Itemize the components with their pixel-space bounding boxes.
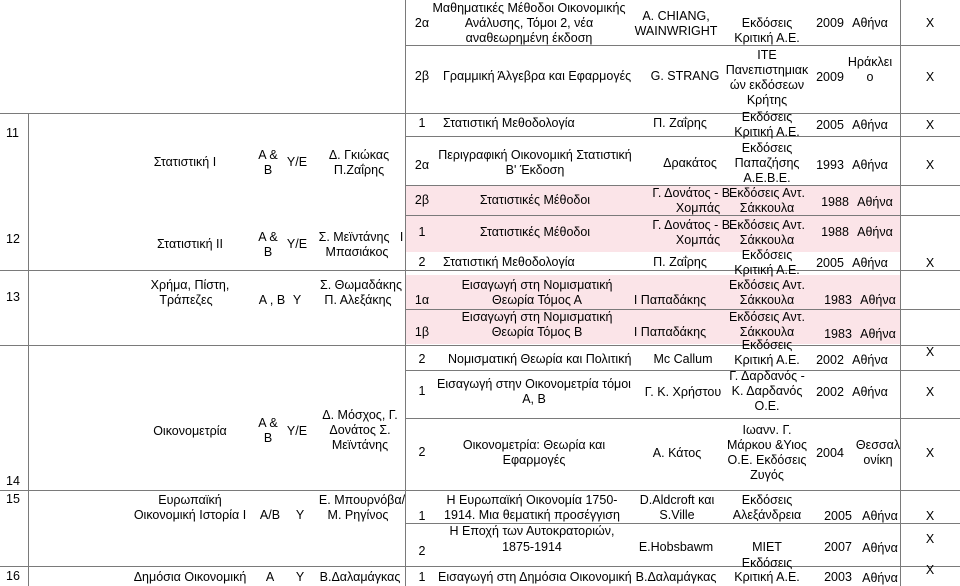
book-title: 1875-1914 [502,540,562,554]
book-publisher: Α.Ε.Β.Ε. [743,171,791,185]
book-mark: X [925,532,935,546]
book-author: E.Hobsbawm [638,540,714,554]
grid-line [405,370,960,371]
grid-line [0,345,960,346]
book-title: Εισαγωγή στη Δημόσια Οικονομική [438,570,632,584]
book-title: Θεωρία Τόμος Α [492,293,582,307]
book-part: 1 [418,384,426,398]
book-publisher: Κ. Δαρδανός [731,384,803,398]
grid-line [0,566,960,567]
grid-line [405,136,960,137]
book-publisher: Σάκκουλα [739,325,795,339]
row-number: 14 [6,474,20,488]
book-title: αναθεωρημένη έκδοση [465,31,593,45]
book-author: Ι Παπαδάκης [633,325,707,339]
book-author: Α. Κάτος [652,446,702,460]
book-year: 2007 [824,540,852,554]
book-author: Mc Callum [653,352,713,366]
grid-line [900,0,901,586]
book-author: Γ. Κ. Χρήστου [644,385,722,399]
book-publisher: Κριτική Α.Ε. [734,263,800,277]
book-year: 1993 [816,158,844,172]
book-publisher: Εκδόσεις [741,16,793,30]
course-instructor: Π.Ζαΐρης [333,163,385,177]
book-year: 2003 [824,570,852,584]
book-publisher: Σάκκουλα [739,293,795,307]
book-part: 2α [414,16,430,30]
book-city: Αθήνα [852,353,888,367]
book-mark: X [925,158,935,172]
course-semester: Β [263,431,273,445]
course-instructor: Π. Αλεξάκης [324,293,392,307]
book-part: 2β [414,193,430,207]
book-year: 2009 [816,16,844,30]
book-title: Περιγραφική Οικονομική Στατιστική [438,148,632,162]
book-mark: X [925,16,935,30]
book-publisher: ΙΤΕ [757,48,777,62]
book-publisher: Εκδόσεις Αντ. [729,218,805,232]
book-mark: X [925,385,935,399]
book-author: Π. Ζαΐρης [653,116,707,130]
book-publisher: Εκδόσεις Αντ. [729,186,805,200]
book-publisher: Κρήτης [746,93,788,107]
book-publisher: Σάκκουλα [739,233,795,247]
course-type: Υ/Ε [286,424,308,438]
book-part: 2 [418,445,426,459]
book-title: Οικονομετρία: Θεωρία και [462,438,606,452]
row-number: 11 [6,126,19,140]
book-publisher: Κριτική Α.Ε. [734,353,800,367]
book-part: 1α [414,293,430,307]
book-year: 2002 [816,385,844,399]
book-publisher: Εκδόσεις [741,493,793,507]
course-instructor: Σ. Θωμαδάκης [320,278,402,292]
grid-line [0,113,960,114]
course-type: Υ/Ε [286,155,308,169]
course-name: Δημόσια Οικονομική [133,570,247,584]
book-city: Αθήνα [862,571,898,585]
book-year: 2005 [824,509,852,523]
book-publisher: Εκδόσεις [741,141,793,155]
book-publisher: ΜΙΕΤ [752,540,782,554]
book-title: Εισαγωγή στη Νομισματική [461,278,613,292]
course-type: Υ/Ε [286,237,308,251]
book-author: Χομπάς [675,201,721,215]
book-city: Αθήνα [862,509,898,523]
course-semester: Α & [258,416,278,430]
book-author: A. CHIANG, [642,9,710,23]
book-city: Αθήνα [857,225,893,239]
book-publisher: Κριτική Α.Ε. [734,125,800,139]
grid-line [405,0,406,586]
grid-line [28,113,29,586]
book-title: Ανάλυσης, Τόμοι 2, νέα [464,16,594,30]
book-city: Αθήνα [860,327,896,341]
book-author: Γ. Δονάτος - Β. [652,218,734,232]
book-year: 2002 [816,353,844,367]
book-title: Μαθηματικές Μέθοδοι Οικονομικής [432,1,626,15]
course-type: Υ [292,293,302,307]
book-publisher: Γ. Δαρδανός - [729,369,805,383]
book-city: ο [866,70,874,84]
book-city: Αθήνα [852,118,888,132]
book-author: Π. Ζαΐρης [653,255,707,269]
book-publisher: Κριτική Α.Ε. [734,570,800,584]
book-author: Β.Δαλαμάγκας [635,570,717,584]
course-semester: Β [263,245,273,259]
book-author: Ι Παπαδάκης [633,293,707,307]
book-year: 2009 [816,70,844,84]
book-mark: X [925,118,935,132]
book-author: S.Ville [659,508,695,522]
book-author: Γ. Δονάτος - Β. [652,186,734,200]
book-title: Εισαγωγή στη Νομισματική [461,310,613,324]
row-number: 16 [6,569,20,583]
course-instructor: Μεϊντάνης [331,438,389,452]
book-mark: X [925,345,935,359]
course-instructor: Μ. Ρηγίνος [327,508,389,522]
book-city: Αθήνα [852,385,888,399]
book-year: 1988 [821,195,849,209]
book-part: 2β [414,69,430,83]
course-name: Τράπεζες [159,293,213,307]
book-part: 2α [414,158,430,172]
course-name: Οικονομετρία [153,424,227,438]
course-instructor: Δ. Μόσχος, Γ. [322,408,398,422]
course-type: Υ [295,570,305,584]
book-publisher: Ιωανν. Γ. [742,423,792,437]
book-city: Αθήνα [852,16,888,30]
course-semester: Α , Β [258,293,286,307]
book-title: 1914. Μια θεματική προσέγγιση [444,508,620,522]
book-year: 1983 [824,327,852,341]
book-title: Στατιστική Μεθοδολογία [443,255,575,269]
book-year: 1983 [824,293,852,307]
book-publisher: Ο.Ε. Εκδόσεις [727,453,807,467]
book-title: Η Ευρωπαϊκή Οικονομία 1750- [446,493,618,507]
book-title: Εισαγωγή στην Οικονομετρία τόμοι [437,377,631,391]
book-part: 1 [418,570,426,584]
book-publisher: Εκδόσεις Αντ. [729,310,805,324]
grid-line [0,490,960,491]
book-mark: X [925,563,935,577]
course-instructor: Μπασιάκος [325,245,389,259]
book-title: Στατιστική Μεθοδολογία [443,116,575,130]
book-publisher: Εκδόσεις [741,110,793,124]
book-author: WAINWRIGHT [634,24,718,38]
book-city: Αθήνα [852,256,888,270]
book-year: 1988 [821,225,849,239]
book-year: 2005 [816,256,844,270]
row-number: 15 [6,492,20,506]
course-semester: Α & [258,148,278,162]
course-instructor: Σ. Μεϊντάνης Ι [318,230,404,244]
book-part: 1 [418,509,426,523]
course-name: Στατιστική Ι [153,155,217,169]
book-title: Θεωρία Τόμος Β [491,325,583,339]
book-publisher: Πανεπιστημιακ [725,63,809,77]
course-type: Υ [295,508,305,522]
book-publisher: Κριτική Α.Ε. [734,31,800,45]
book-part: 2 [418,352,426,366]
book-title: Νομισματική Θεωρία και Πολιτική [448,352,632,366]
book-publisher: Εκδόσεις [741,248,793,262]
book-title: Στατιστικές Μέθοδοι [479,193,591,207]
book-city: Αθήνα [852,158,888,172]
course-instructor: Β.Δαλαμάγκας [319,570,401,584]
book-publisher: Μάρκου &Υιος [726,438,808,452]
book-author: Δρακάτος [663,156,717,170]
book-mark: X [925,446,935,460]
book-title: Η Εποχή των Αυτοκρατοριών, [449,524,615,538]
book-author: D.Aldcroft και [639,493,715,507]
course-semester: Β [263,163,273,177]
book-author: Χομπάς [675,233,721,247]
book-title: Α, Β [522,392,546,406]
row-number: 13 [6,290,20,304]
course-name: Οικονομική Ιστορία Ι [133,508,247,522]
book-author: G. STRANG [650,69,720,83]
book-part: 1 [418,116,426,130]
course-instructor: Ε. Μπουρνόβα/ [318,493,406,507]
course-instructor: Δονάτος Σ. [329,423,391,437]
book-city: Ηράκλει [847,55,893,69]
book-publisher: Εκδόσεις [741,556,793,570]
book-publisher: Παπαζήσης [734,156,800,170]
course-instructor: Δ. Γκιώκας [328,148,390,162]
course-semester: Α/Β [259,508,281,522]
book-city: Αθήνα [857,195,893,209]
course-name: Ευρωπαϊκή [158,493,222,507]
book-publisher: Εκδόσεις [741,338,793,352]
course-semester: Α & [258,230,278,244]
book-part: 2 [418,544,426,558]
book-title: Γραμμική Άλγεβρα και Εφαρμογές [443,69,632,83]
book-mark: X [925,70,935,84]
book-year: 2005 [816,118,844,132]
book-title: Β' Έκδοση [505,163,565,177]
book-publisher: Ο.Ε. [754,399,780,413]
book-mark: X [925,509,935,523]
book-publisher: Ζυγός [750,468,784,482]
book-part: 1β [414,325,430,339]
book-city: ονίκη [863,453,893,467]
book-year: 2004 [816,446,844,460]
book-publisher: Σάκκουλα [739,201,795,215]
book-publisher: Αλεξάνδρεια [732,508,802,522]
book-city: Αθήνα [860,293,896,307]
row-number: 12 [6,232,20,246]
book-city: Θεσσαλ [855,438,901,452]
book-publisher: ών εκδόσεων [729,78,805,92]
book-mark: X [925,256,935,270]
course-name: Στατιστική ΙΙ [157,237,223,251]
book-city: Αθήνα [862,541,898,555]
book-title: Στατιστικές Μέθοδοι [479,225,591,239]
book-publisher: Εκδόσεις Αντ. [729,278,805,292]
course-name: Χρήμα, Πίστη, [150,278,230,292]
book-title: Εφαρμογές [502,453,566,467]
grid-line [405,418,960,419]
book-part: 1 [418,225,426,239]
course-semester: Α [265,570,275,584]
book-part: 2 [418,255,426,269]
